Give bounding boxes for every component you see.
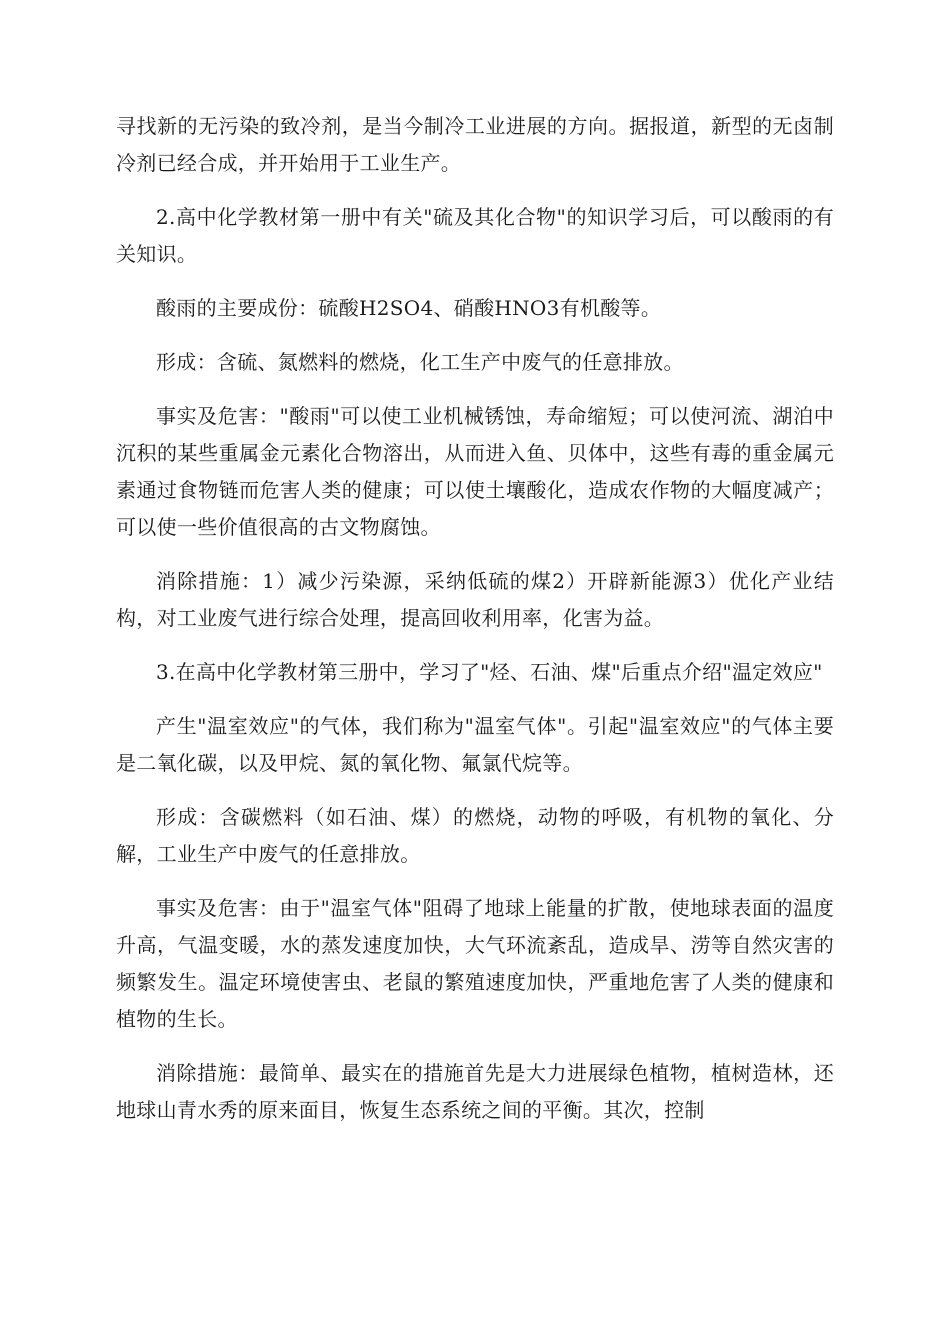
- paragraph-section-2: 2.高中化学教材第一册中有关"硫及其化合物"的知识学习后，可以酸雨的有关知识。: [116, 205, 834, 266]
- paragraph-acid-rain-measures: 消除措施：1）减少污染源，采纳低硫的煤2）开辟新能源3）优化产业结构，对工业废气进行综合处理，提高回收利用率，化害为益。: [116, 569, 834, 630]
- paragraph-acid-rain-formation: 形成：含硫、氮燃料的燃烧，化工生产中废气的任意排放。: [156, 350, 684, 374]
- paragraph-continuation: 寻找新的无污染的致冷剂，是当今制冷工业进展的方向。据报道，新型的无卤制冷剂已经合成，并开始用于工业生产。: [116, 114, 834, 175]
- paragraph-section-3: 3.在高中化学教材第三册中，学习了"烃、石油、煤"后重点介绍"温定效应": [156, 660, 823, 684]
- paragraph-greenhouse-measures: 消除措施：最简单、最实在的措施首先是大力进展绿色植物，植树造林，还地球山青水秀的原来面目，恢复生态系统之间的平衡。其次，控制: [116, 1061, 834, 1122]
- paragraph-greenhouse-hazards: 事实及危害：由于"温室气体"阻碍了地球上能量的扩散，使地球表面的温度升高，气温变暖，水的蒸发速度加快，大气环流紊乱，造成旱、涝等自然灾害的频繁发生。温定环境使害虫、老鼠的繁殖速度加快，严重地危害了人类的健康和植物的生长。: [116, 896, 834, 1031]
- paragraph-acid-rain-hazards: 事实及危害："酸雨"可以使工业机械锈蚀，寿命缩短；可以使河流、湖泊中沉积的某些重属金元素化合物溶出，从而进入鱼、贝体中，这些有毒的重金属元素通过食物链而危害人类的健康；可以使土壤酸化，造成农作物的大幅度减产；可以使一些价值很高的古文物腐蚀。: [116, 404, 834, 539]
- paragraph-greenhouse-formation: 形成：含碳燃料（如石油、煤）的燃烧，动物的呼吸，有机物的氧化、分解，工业生产中废气的任意排放。: [116, 805, 834, 866]
- paragraph-acid-rain-composition: 酸雨的主要成份：硫酸H2SO4、硝酸HNO3有机酸等。: [156, 296, 662, 320]
- paragraph-greenhouse-gases: 产生"温室效应"的气体，我们称为"温室气体"。引起"温室效应"的气体主要是二氧化碳，以及甲烷、氮的氧化物、氟氯代烷等。: [116, 714, 834, 775]
- document-page: [116, 108, 834, 1146]
